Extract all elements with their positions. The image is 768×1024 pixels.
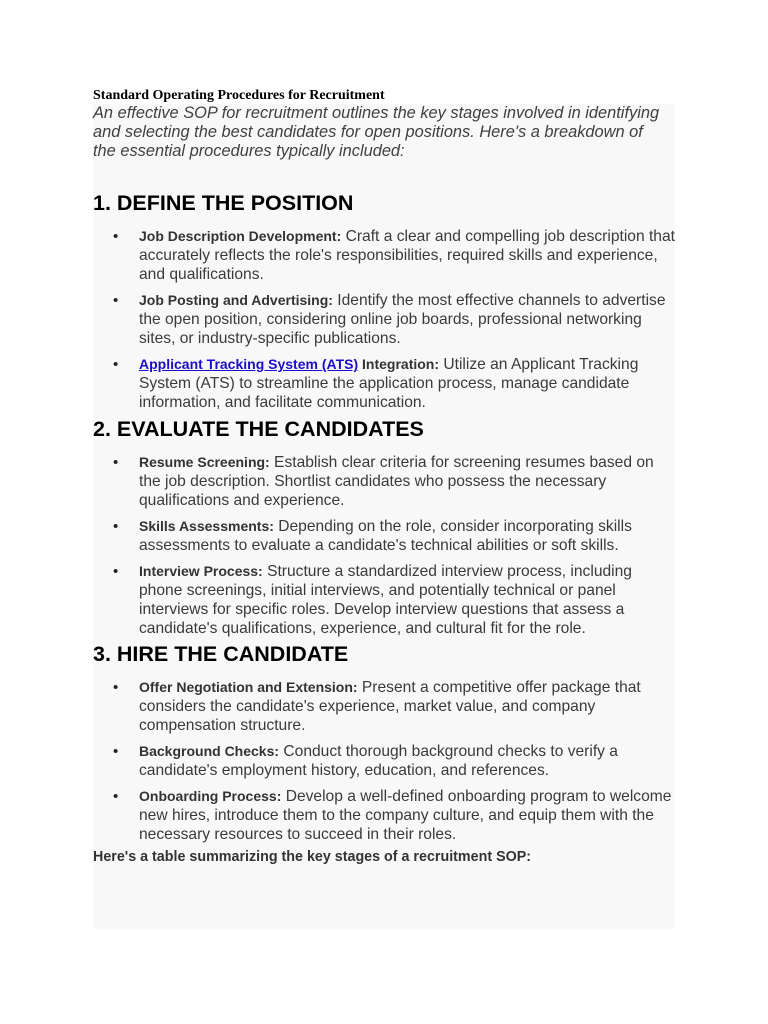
item-text: Utilize an Applicant Tracking System (ATS) to streamline the application process, manage candidate information, and facilitate communication. bbox=[139, 356, 639, 411]
item-text: Structure a standardized interview process, including phone screenings, initial interviews, and potentially technical or panel interviews for specific roles. Develop interview questions that assess a candidate's qualifications, experience, and cultural fit for the role. bbox=[139, 563, 632, 637]
list-item-interview-process bbox=[93, 562, 675, 638]
item-text: Conduct thorough background checks to verify a candidate's employment history, education, and references. bbox=[139, 743, 618, 779]
bullet-icon: • bbox=[113, 292, 119, 309]
item-label: Job Description Development: bbox=[139, 228, 342, 244]
bullet-icon: • bbox=[113, 518, 119, 535]
list-item-offer-negotiation bbox=[93, 678, 675, 735]
item-label: Resume Screening: bbox=[139, 454, 270, 470]
item-label: Integration: bbox=[358, 356, 440, 372]
list-item-background-checks bbox=[93, 742, 675, 780]
document-body bbox=[93, 104, 675, 929]
section-list-define-position bbox=[93, 227, 675, 412]
item-label: Skills Assessments: bbox=[139, 518, 274, 534]
item-text: Depending on the role, consider incorporating skills assessments to evaluate a candidate's technical abilities or soft skills. bbox=[139, 518, 632, 554]
list-item-job-description bbox=[93, 227, 675, 284]
section-list-evaluate-candidates bbox=[93, 453, 675, 638]
bullet-icon: • bbox=[113, 356, 119, 373]
intro-paragraph: An effective SOP for recruitment outlines the key stages involved in identifying and selecting the best candidates for open positions. Here's a breakdown of the essential procedures typically included: bbox=[93, 104, 660, 160]
item-label: Interview Process: bbox=[139, 563, 263, 579]
item-text: Identify the most effective channels to advertise the open position, considering online job boards, professional networking sites, or industry-specific publications. bbox=[139, 292, 666, 347]
item-text: Craft a clear and compelling job description that accurately reflects the role's responsibilities, required skills and experience, and qualifications. bbox=[139, 228, 675, 283]
ats-link[interactable]: Applicant Tracking System (ATS) bbox=[139, 356, 359, 372]
list-item-ats-integration bbox=[93, 355, 675, 412]
section-heading-hire-candidate: 3. HIRE THE CANDIDATE bbox=[93, 642, 349, 666]
list-item-skills-assessments bbox=[93, 517, 675, 555]
bullet-icon: • bbox=[113, 679, 119, 696]
summary-line: Here's a table summarizing the key stages of a recruitment SOP: bbox=[93, 849, 532, 865]
item-label: Offer Negotiation and Extension: bbox=[139, 679, 358, 695]
bullet-icon: • bbox=[113, 228, 119, 245]
list-item-job-posting bbox=[93, 291, 675, 348]
bullet-icon: • bbox=[113, 743, 119, 760]
bullet-icon: • bbox=[113, 563, 119, 580]
item-text: Establish clear criteria for screening resumes based on the job description. Shortlist candidates who possess the necessary qualifications and experience. bbox=[139, 454, 654, 509]
item-label: Background Checks: bbox=[139, 743, 280, 759]
bullet-icon: • bbox=[113, 454, 119, 471]
item-label: Job Posting and Advertising: bbox=[139, 292, 333, 308]
section-heading-define-position: 1. DEFINE THE POSITION bbox=[93, 191, 354, 215]
document-title: Standard Operating Procedures for Recruitment bbox=[93, 88, 385, 103]
bullet-icon: • bbox=[113, 788, 119, 805]
list-item-resume-screening bbox=[93, 453, 675, 510]
item-text: Present a competitive offer package that considers the candidate's experience, market value, and company compensation structure. bbox=[139, 679, 641, 734]
item-label: Onboarding Process: bbox=[139, 788, 282, 804]
list-item-onboarding-process bbox=[93, 787, 675, 844]
item-text: Develop a well-defined onboarding program to welcome new hires, introduce them to the company culture, and equip them with the necessary resources to succeed in their roles. bbox=[139, 788, 672, 843]
section-heading-evaluate-candidates: 2. EVALUATE THE CANDIDATES bbox=[93, 417, 424, 441]
section-list-hire-candidate bbox=[93, 678, 675, 844]
